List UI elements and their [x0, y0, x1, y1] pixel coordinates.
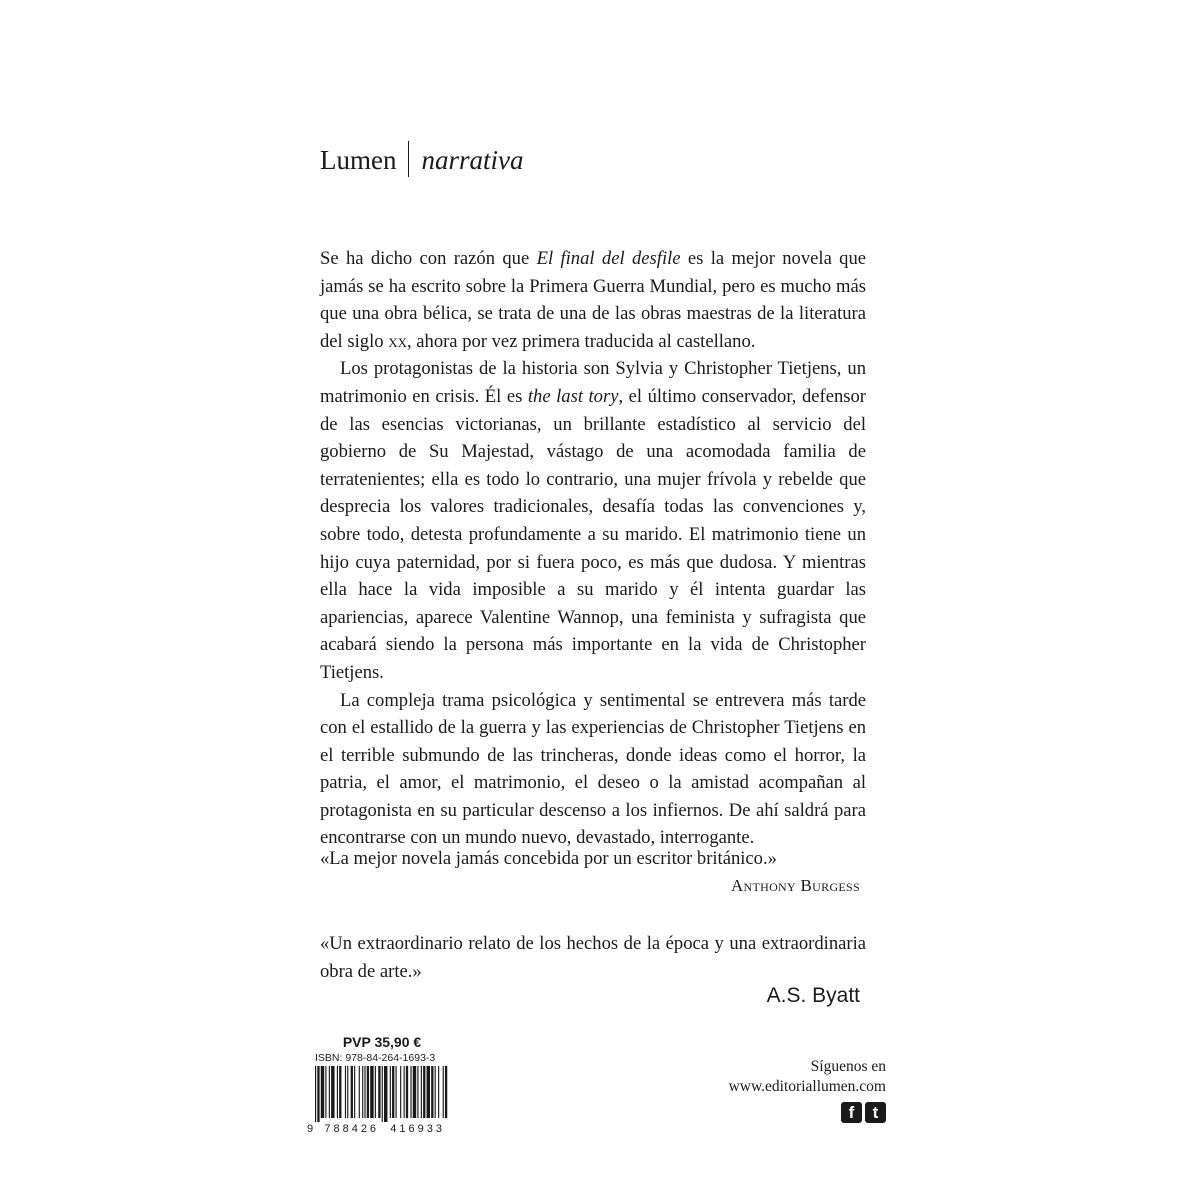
imprint-divider [408, 141, 409, 177]
synopsis-paragraph-3: La compleja trama psicológica y sentimental se entrevera más tarde con el estallido de la guerra y las experiencias de Christopher Tietjens en el terrible submundo de las trincheras, donde ideas como el horror, la patria, el amor, el matrimonio, el deseo o la amistad acompañan al protagonista en su particular descenso a los infiernos. De ahí saldrá para encontrarse con un mundo nuevo, devastado, interrogante. [320, 689, 866, 849]
barcode-bar [417, 1066, 418, 1118]
barcode-bar [375, 1066, 376, 1118]
barcode-graphic [307, 1066, 449, 1122]
barcode-bar [364, 1066, 365, 1118]
barcode-bar [317, 1066, 319, 1122]
synopsis [320, 245, 866, 852]
synopsis-paragraph-2 [320, 355, 866, 686]
barcode-digit-lead: 9 [307, 1123, 314, 1135]
barcode-bar [347, 1066, 348, 1118]
barcode-block [307, 1033, 449, 1136]
barcode-digits [307, 1122, 449, 1136]
p1-text-c: , ahora por vez primera traducida al castellano. [406, 330, 756, 352]
barcode-bar [443, 1066, 444, 1118]
barcode-digit-group-1: 788426 [324, 1123, 380, 1135]
p2-text-a: Los protagonistas de la historia son Sylvia y Christopher Tietjens, un matrimonio en crisis. Él es [320, 358, 866, 407]
barcode-bar [384, 1066, 387, 1122]
review-quote-1: «La mejor novela jamás concebida por un escritor británico.» [320, 848, 777, 869]
barcode-bar [438, 1066, 439, 1118]
barcode-bar [382, 1066, 383, 1122]
p1-text-a: Se ha dicho con razón que [320, 248, 537, 269]
barcode-bar [413, 1066, 416, 1118]
century-numeral: xx [388, 330, 407, 352]
barcode-bar [404, 1066, 405, 1118]
barcode-bar [431, 1066, 433, 1118]
barcode-bar [325, 1066, 326, 1118]
barcode-digit-group-2: 416933 [390, 1123, 445, 1135]
barcode-bar [421, 1066, 422, 1118]
barcode-bar [331, 1066, 334, 1118]
social-icons [841, 1102, 886, 1123]
twitter-icon[interactable]: t [865, 1102, 886, 1123]
barcode-bar [400, 1066, 401, 1118]
facebook-icon[interactable]: f [841, 1102, 862, 1123]
follow-label: Síguenos en [810, 1058, 886, 1075]
review-author-1: Anthony Burgess [730, 876, 860, 895]
barcode-bar [410, 1066, 411, 1118]
barcode-bar [435, 1066, 436, 1118]
barcode-bar [321, 1066, 324, 1118]
barcode-bar [427, 1066, 430, 1118]
website-link[interactable]: www.editoriallumen.com [728, 1078, 886, 1095]
follow-us [729, 1057, 886, 1097]
synopsis-paragraph-1 [320, 245, 866, 355]
barcode-bar [392, 1066, 394, 1118]
imprint-logo [320, 140, 524, 180]
english-phrase-italic: the last tory [527, 385, 619, 407]
book-title-italic: El final del desfile [536, 248, 681, 269]
barcode-bar [339, 1066, 341, 1118]
barcode-bar [315, 1066, 316, 1122]
barcode-bar [329, 1066, 330, 1118]
barcode-bar [406, 1066, 408, 1118]
barcode-bar [359, 1066, 360, 1118]
p2-text-b: , el último conservador, defensor de las esencias victorianas, un brillante estadístico al servicio del gobierno de Su Majestad, vástago de una acomodada familia de terratenientes; ella es todo lo contrario, una mujer frívola y rebelde que desprecia los valores tradicionales, desafía todas las convenciones y, sobre todo, detesta profundamente a su marido. El matrimonio tiene un hijo cuya paternidad, por si fuera poco, es más que dudosa. Y mientras ella hace la vida imposible a su marido y él intenta guardar las apariencias, aparece Valentine Wannop, una feminista y sufragista que acabará siendo la persona más importante en la vida de Christopher Tietjens. [320, 385, 866, 683]
barcode-bar [345, 1066, 346, 1118]
barcode-bar [396, 1066, 397, 1118]
barcode-bar [423, 1066, 425, 1118]
barcode-bar [337, 1066, 338, 1118]
barcode-bar [390, 1066, 391, 1118]
barcode-bar [351, 1066, 353, 1118]
review-quote-2: «Un extraordinario relato de los hechos de la época y una extraordinaria obra de arte.» [320, 933, 866, 982]
barcode-bar [370, 1066, 373, 1118]
barcode-bar [445, 1066, 447, 1118]
collection-name: narrativa [421, 145, 524, 175]
publisher-name: Lumen [320, 145, 397, 175]
review-author-2: A.S. Byatt [766, 984, 860, 1007]
barcode-bar [354, 1066, 355, 1118]
isbn-label: ISBN: 978-84-264-1693-3 [315, 1052, 436, 1064]
price-label: PVP 35,90 € [342, 1034, 422, 1050]
barcode-bar [367, 1066, 369, 1118]
barcode-bar [362, 1066, 363, 1118]
barcode-bar [378, 1066, 380, 1118]
p1-text-b: es la mejor novela que jamás se ha escrito sobre la Primera Guerra Mundial, pero es mucho más que una obra bélica, se trata de una de las obras maestras de la literatura del siglo [320, 248, 867, 352]
